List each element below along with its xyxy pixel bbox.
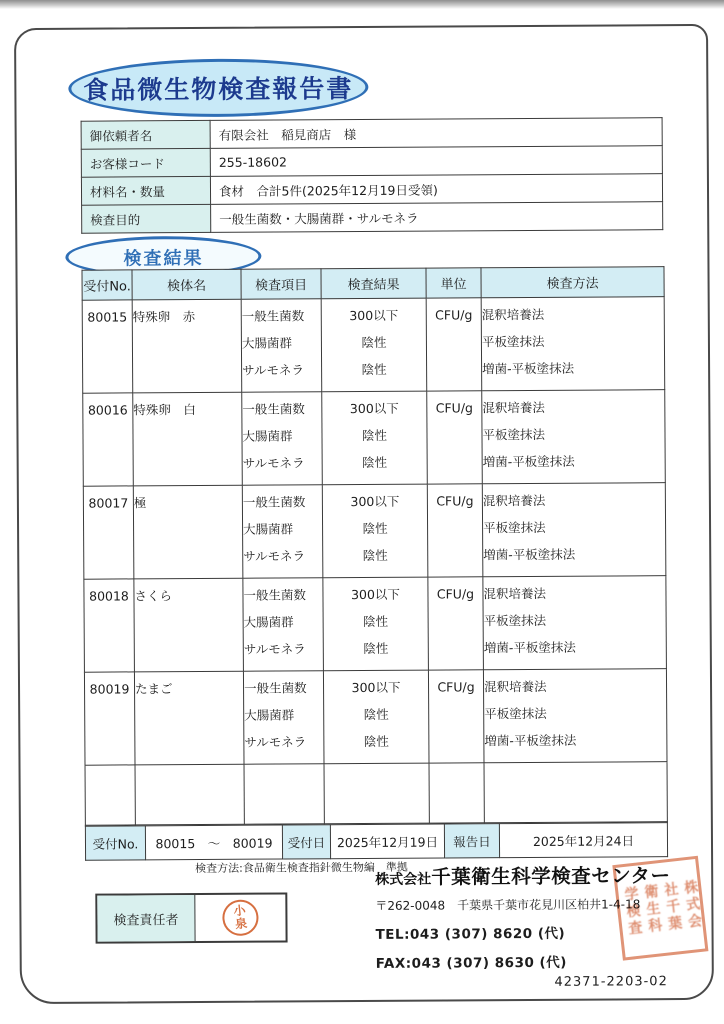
summary-row — [85, 822, 668, 861]
sample-methods: 混釈培養法 平板塗抹法 増菌-平板塗抹法 — [481, 297, 665, 391]
sample-methods: 混釈培養法 平板塗抹法 増菌-平板塗抹法 — [482, 483, 666, 577]
sample-unit: CFU/g — [428, 670, 484, 763]
header-test-result: 検査結果 — [321, 268, 426, 299]
material-label: 材料名・数量 — [81, 176, 210, 205]
sample-results: 300以下 陰性 陰性 — [322, 391, 428, 485]
company-prefix: 株式会社 — [375, 871, 432, 888]
summary-received-date-value: 2025年12月19日 — [330, 824, 444, 859]
sample-id: 80019 — [84, 672, 135, 765]
scanner-edge-shadow — [0, 0, 724, 9]
sample-name: 特殊卵 赤 — [132, 299, 242, 393]
customer-code-label: お客様コード — [81, 148, 210, 177]
sample-items: 一般生菌数 大腸菌群 サルモネラ — [241, 299, 322, 392]
info-row-material — [81, 174, 662, 206]
sample-row-80019 — [84, 669, 667, 766]
lab-fax: FAX:043 (307) 8630 (代) — [375, 954, 567, 972]
sample-name: 極 — [133, 485, 243, 579]
stamp-char: 小 — [232, 903, 247, 919]
document-number: 42371-2203-02 — [554, 974, 668, 990]
summary-received-date-label: 受付日 — [282, 825, 330, 859]
sample-results: 300以下 陰性 陰性 — [321, 298, 427, 392]
results-section-label: 検査結果 — [123, 247, 204, 269]
sample-items: 一般生菌数 大腸菌群 サルモネラ — [242, 485, 323, 578]
sample-unit: CFU/g — [426, 298, 482, 391]
inspector-name-stamp — [221, 898, 261, 938]
sample-methods: 混釈培養法 平板塗抹法 増菌-平板塗抹法 — [482, 390, 666, 484]
sample-unit: CFU/g — [427, 391, 483, 484]
company-name: 千葉衛生科学検査センター — [431, 864, 671, 889]
sample-methods: 混釈培養法 平板塗抹法 増菌-平板塗抹法 — [483, 576, 667, 670]
sample-id: 80016 — [83, 393, 134, 486]
report-title-badge — [68, 58, 368, 118]
header-reception-no: 受付No. — [82, 270, 132, 300]
sample-name: さくら — [134, 578, 244, 672]
lab-tel: TEL:043 (307) 8620 (代) — [375, 925, 566, 943]
sample-row-80017 — [83, 483, 666, 580]
material-value: 食材 合計5件(2025年12月19日受領) — [210, 174, 662, 205]
method-standard-note: 検査方法:食品衛生検査指針微生物編 準拠 — [195, 860, 408, 876]
sample-row-80016 — [83, 390, 666, 487]
sample-items: 一般生菌数 大腸菌群 サルモネラ — [243, 578, 324, 671]
sample-id: 80018 — [84, 579, 135, 672]
inspector-label: 検査責任者 — [97, 895, 195, 942]
sample-results: 300以下 陰性 陰性 — [323, 577, 429, 671]
stamp-char: 泉 — [234, 916, 248, 932]
purpose-value: 一般生菌数・大腸菌群・サルモネラ — [211, 202, 663, 233]
seal-column: 衛生科 — [641, 882, 664, 936]
summary-reception-no-label: 受付No. — [85, 826, 145, 860]
report-title: 食品微生物検査報告書 — [83, 74, 354, 105]
header-test-item: 検査項目 — [241, 269, 321, 299]
inspector-box — [95, 892, 287, 943]
sample-results: 300以下 陰性 陰性 — [322, 484, 428, 578]
sample-items: 一般生菌数 大腸菌群 サルモネラ — [243, 671, 324, 764]
client-name-label: 御依頼者名 — [81, 120, 210, 149]
inspector-stamp-cell — [195, 894, 285, 941]
summary-report-date-label: 報告日 — [444, 824, 499, 858]
info-row-purpose — [82, 202, 663, 234]
sample-results: 300以下 陰性 陰性 — [323, 670, 429, 764]
results-header-row — [82, 267, 664, 301]
sample-row-80015 — [82, 297, 665, 394]
client-name-value: 有限会社 稲見商店 様 — [210, 118, 662, 149]
header-sample-name: 検体名 — [132, 269, 241, 300]
sample-unit: CFU/g — [427, 484, 483, 577]
seal-column: 社千葉 — [661, 880, 684, 934]
sample-id: 80017 — [83, 486, 134, 579]
header-unit: 単位 — [426, 268, 481, 298]
sample-methods: 混釈培養法 平板塗抹法 増菌-平板塗抹法 — [483, 669, 667, 763]
results-table — [81, 266, 667, 826]
purpose-label: 検査目的 — [82, 204, 211, 233]
customer-code-value: 255-18602 — [210, 146, 662, 177]
sample-name: たまご — [134, 671, 244, 765]
company-seal-stamp — [612, 856, 708, 961]
info-row-customer-code — [81, 146, 662, 178]
header-test-method: 検査方法 — [481, 267, 664, 298]
sample-name: 特殊卵 白 — [133, 392, 243, 486]
client-info-table — [81, 117, 664, 234]
report-sheet — [14, 24, 714, 1004]
info-row-client — [81, 118, 662, 150]
sample-items: 一般生菌数 大腸菌群 サルモネラ — [242, 392, 323, 485]
sample-unit: CFU/g — [428, 577, 484, 670]
seal-column: 学検査 — [621, 885, 644, 938]
sample-id: 80015 — [82, 300, 133, 393]
summary-report-date-value: 2025年12月24日 — [499, 823, 667, 858]
summary-reception-no-value: 80015 ～ 80019 — [145, 825, 282, 860]
empty-filler-row — [85, 762, 667, 826]
seal-column: 株式会 — [681, 878, 703, 931]
sample-row-80018 — [84, 576, 667, 673]
lab-address: 〒262-0048 千葉県千葉市花見川区柏井1-4-18 — [375, 897, 641, 913]
